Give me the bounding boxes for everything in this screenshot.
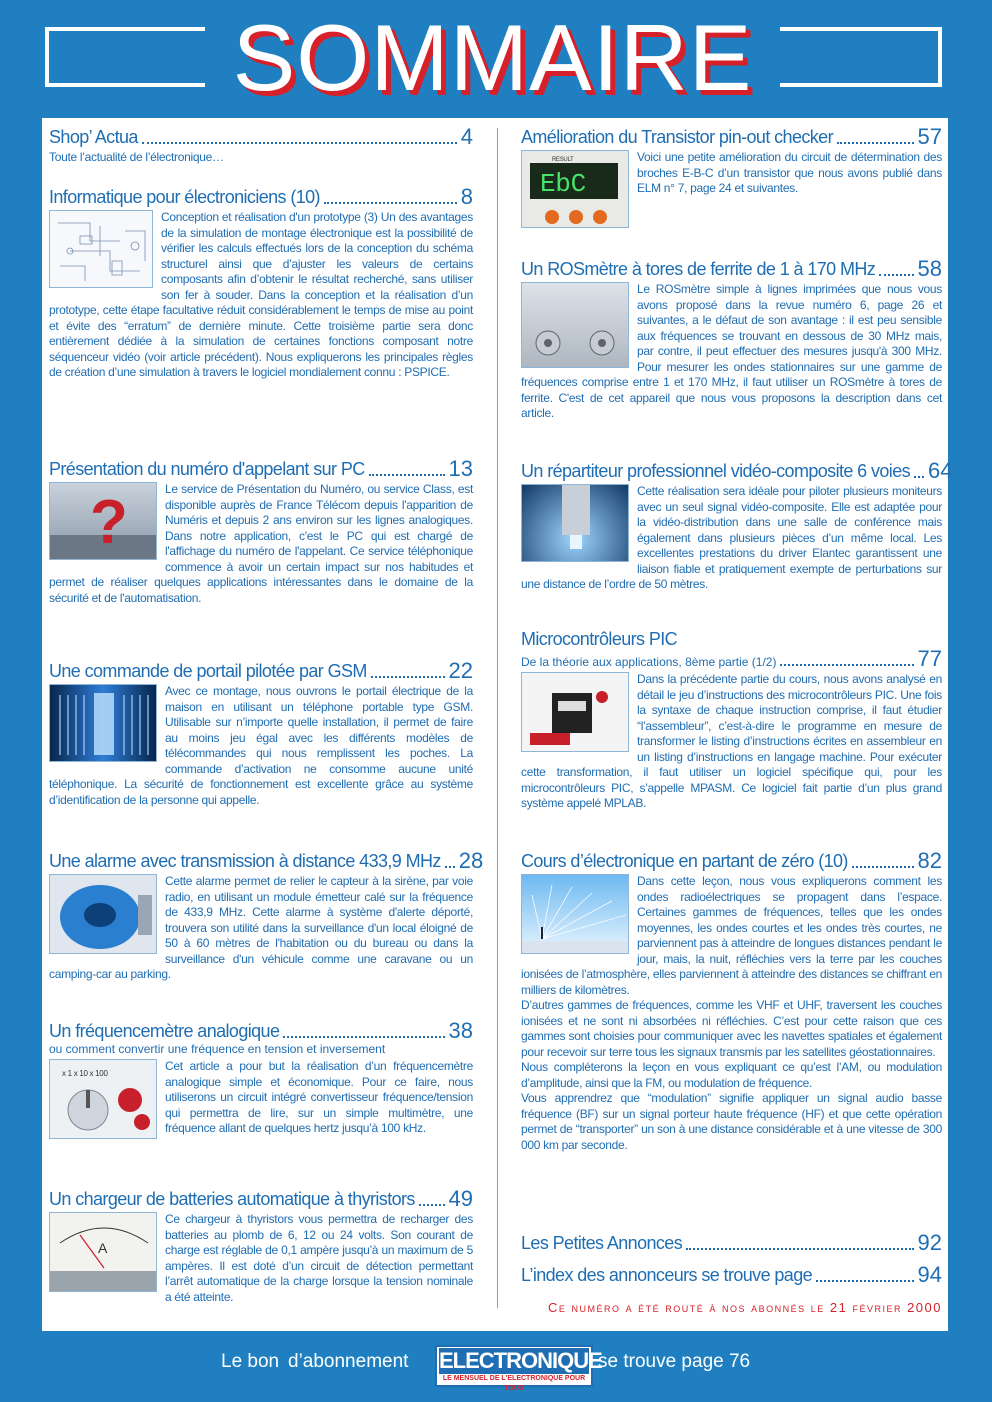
article-repartiteur[interactable]: [521, 458, 953, 593]
article-title[interactable]: Un fréquencemètre analogique: [49, 1021, 280, 1041]
article-page[interactable]: 4: [460, 124, 473, 149]
svg-text:EbC: EbC: [540, 169, 586, 199]
article-summary-3: Nous compléterons la leçon en vous expliquant ce qu’est l’AM, ou modulation d’amplitude, ainsi que la FM, ou modulation de fréquence.: [521, 1060, 942, 1090]
article-subtitle: ou comment convertir une fréquence en tension et inversement: [49, 1042, 386, 1056]
article-page[interactable]: 49: [448, 1186, 473, 1211]
article-petites-annonces[interactable]: [521, 1230, 942, 1254]
article-portail-gsm[interactable]: [49, 658, 473, 808]
rca-plug-icon: [522, 485, 629, 562]
article-title[interactable]: Microcontrôleurs PIC: [521, 629, 678, 649]
leader-dots: [852, 866, 914, 868]
antenna-icon: [522, 875, 629, 954]
display-icon: [522, 151, 629, 228]
header-bracket-right: [780, 27, 942, 87]
article-title[interactable]: Une commande de portail pilotée par GSM: [49, 661, 367, 681]
contents-panel: [42, 118, 953, 1331]
article-shop-actua[interactable]: [49, 124, 473, 166]
video-connector-thumbnail: [521, 484, 629, 562]
article-informatique[interactable]: [49, 184, 473, 381]
leader-dots: [837, 142, 914, 144]
article-title[interactable]: Amélioration du Transistor pin-out checker: [521, 127, 833, 147]
article-title[interactable]: Une alarme avec transmission à distance 433,9 MHz: [49, 851, 441, 871]
connector-icon: [522, 283, 629, 368]
svg-text:x 1 x 10 x 100: x 1 x 10 x 100: [62, 1069, 108, 1078]
logo-tagline: LE MENSUEL DE L'ELECTRONIQUE POUR TOUS: [442, 1375, 586, 1392]
article-alarme[interactable]: [49, 848, 484, 983]
leader-dots: [142, 142, 457, 144]
article-title[interactable]: Un répartiteur professionnel vidéo-composite 6 voies: [521, 461, 911, 481]
article-title[interactable]: Un chargeur de batteries automatique à thyristors: [49, 1189, 415, 1209]
article-summary: Le ROSmètre simple à lignes imprimées que nous vous avons proposé dans la revue numéro 6, page 26 et suivantes, a le défaut de son avantage : il est peu sensible aux fréquences se trouvant en dessous de 30 MHz mais, par contre, il peut effectuer des mesures jusqu'à 300 MHz. Pour mesurer les ondes stationnaires sur une gamme de fréquences comprise entre 1 et 170 MHz, il faut utiliser un ROSmètre à tores de ferrite. C'est de cet appareil que nous vous proposons la description dans cet article.: [521, 282, 942, 420]
leader-dots: [324, 202, 457, 204]
leader-dots: [780, 664, 913, 666]
leader-dots: [914, 476, 924, 478]
footer-text-bon: Le bon: [221, 1351, 280, 1372]
article-page[interactable]: 92: [917, 1230, 942, 1255]
article-title[interactable]: Cours d’électronique en partant de zéro (10): [521, 851, 848, 871]
magazine-logo[interactable]: [435, 1345, 602, 1392]
article-page[interactable]: 22: [448, 658, 473, 683]
article-cours[interactable]: [521, 848, 942, 1153]
article-page[interactable]: 13: [448, 456, 473, 481]
article-page[interactable]: 28: [458, 848, 484, 873]
checker-thumbnail: [521, 150, 629, 228]
rosmetre-thumbnail: [521, 282, 629, 368]
footer-text-abonnement: d’abonnement: [288, 1351, 409, 1372]
svg-text:?: ?: [90, 488, 128, 557]
article-frequencemetre[interactable]: [49, 1018, 473, 1141]
siren-icon: [50, 875, 157, 954]
ammeter-icon: [50, 1213, 157, 1292]
schematic-thumbnail: [49, 210, 153, 288]
leader-dots: [369, 474, 445, 476]
leader-dots: [283, 1036, 444, 1038]
siren-thumbnail: [49, 874, 157, 954]
article-page[interactable]: 82: [917, 848, 942, 873]
header-bracket-left: [45, 27, 205, 87]
gate-icon: [50, 685, 157, 762]
leader-dots: [419, 1204, 445, 1206]
footer-text-page: se trouve page 76: [598, 1351, 751, 1372]
article-page[interactable]: 64: [928, 458, 953, 483]
article-summary: Ce chargeur à thyristors vous permettra de recharger des batteries au plomb de 6, 12 ou 24 volts. Son courant de charge est réglable de 0,1 ampère jusqu’à un maximum de 5 ampères. Il est doté d’un circuit de détection permettant l’arrêt automatique de la charge lorsque la tension nominale a été atteinte.: [165, 1212, 473, 1304]
article-page[interactable]: 94: [917, 1262, 942, 1287]
article-subtitle: De la théorie aux applications, 8ème partie (1/2): [521, 655, 777, 669]
article-summary: Voici une petite amélioration du circuit de détermination des broches E-B-C d’un transistor que nous avons publié dans ELM n° 7, page 24 et suivantes.: [637, 150, 942, 195]
pic-board-thumbnail: [521, 672, 629, 752]
knob-thumbnail: [49, 1059, 157, 1139]
article-transistor-checker[interactable]: [521, 124, 942, 230]
article-page[interactable]: 8: [460, 184, 473, 209]
article-page[interactable]: 58: [917, 256, 942, 281]
article-summary: Conception et réalisation d'un prototype (3) Un des avantages de la simulation de montage électronique est la possibilité de vérifier les calculs effectués lors de la conception du schéma structurel ainsi que d’ajuster les valeurs de certains composants afin d’obtenir le résultat recherché, sans utiliser son fer à souder. Dans la conception et la réalisation d’un prototype, cette étape facultative réduit considérablement le temps de mise au point et évite des “erratum” de dernière minute. Cette troisième partie sera donc entièrement dédiée à la simulation de certaines fonctions composant notre séquenceur vidéo (voir article précédent). Nous expliquerons les principales règles de création d’une simulation à travers le logiciel mondialement connu : PSPICE.: [49, 210, 473, 379]
article-rosmetre[interactable]: [521, 256, 942, 422]
article-title[interactable]: Présentation du numéro d'appelant sur PC: [49, 459, 365, 479]
article-title[interactable]: Un ROSmètre à tores de ferrite de 1 à 170 MHz: [521, 259, 876, 279]
article-summary: Cette alarme permet de relier le capteur à la sirène, par voie radio, en utilisant un module émetteur calé sur la fréquence de 433,9 MHz. Cette alarme à système d'alerte déporté, trouvera son utilité dans la surveillance d'un local éloigné de 50 à 60 mètres de l'habitation ou du bureau ou dans la surveillance d'un véhicule comme une caravane ou un camping-car au parking.: [49, 874, 473, 981]
article-page[interactable]: 57: [917, 124, 942, 149]
article-pic[interactable]: [521, 626, 942, 812]
article-numero-appelant[interactable]: [49, 456, 473, 606]
article-chargeur[interactable]: [49, 1186, 473, 1305]
leader-dots: [879, 274, 913, 276]
article-title[interactable]: L’index des annonceurs se trouve page: [521, 1265, 813, 1285]
article-summary-2: D’autres gammes de fréquences, comme les VHF et UHF, traversent les couches ionisées et ne sont ni absorbées ni réfléchies. C’est pour cette raison que ces gammes sont choisies pour communiquer avec les navettes spatiales et également pour recevoir sur terre tous les signaux transmis par les satellites géostationnaires.: [521, 998, 942, 1059]
header: [0, 0, 992, 118]
article-title[interactable]: Informatique pour électroniciens (10): [49, 187, 320, 207]
knob-icon: [50, 1060, 157, 1139]
routed-notice: Ce numéro a été routé à nos abonnés le 21 février 2000: [547, 1300, 942, 1315]
svg-text:RESULT: RESULT: [552, 157, 574, 163]
article-summary: Toute l’actualité de l’électronique…: [49, 150, 224, 164]
leader-dots: [371, 676, 445, 678]
article-index-annonceurs[interactable]: [521, 1262, 942, 1286]
article-page[interactable]: 77: [917, 646, 942, 671]
question-mark-icon: [50, 483, 157, 560]
question-mark-thumbnail: [49, 482, 157, 560]
article-summary: Cette réalisation sera idéale pour piloter plusieurs moniteurs avec un seul signal vidéo-composite. Elle est adaptée pour la vidéo-distribution dans une salle de conférence mais également dans plusieurs pièces d’un même local. Les excellentes prestations du driver Elantec garantissent une liaison fiable et pratiquement exempte de perturbations sur une distance de l’ordre de 50 mètres.: [521, 484, 942, 591]
column-divider: [497, 128, 498, 1308]
page-title: SOMMAIRE: [232, 5, 753, 110]
radio-waves-thumbnail: [521, 874, 629, 954]
circuit-board-icon: [522, 673, 629, 752]
leader-dots: [445, 866, 455, 868]
footer: [0, 1345, 992, 1392]
article-title[interactable]: Shop’ Actua: [49, 127, 138, 147]
article-summary: Cet article a pour but la réalisation d’un fréquencemètre analogique simple et économique. Pour ce faire, nous utiliserons un circuit intégré convertisseur fréquence/tension qui permettra de lire, sur un simple multimètre, une fréquence allant de quelques hertz jusqu’à 100 kHz.: [165, 1059, 473, 1135]
article-summary: Dans cette leçon, nous vous expliquerons comment les ondes radioélectriques se propagent dans l’espace. Certaines gammes de fréquences, telles que les ondes moyennes, les ondes courtes et les ondes très courtes, ne parviennent pas à atteindre de longues distances pendant le jour, mais, la nuit, réfléchies vers la terre par les couches ionisées de l’atmosphère, elles parviennent à atteindre des distances se chiffrant en milliers de kilomètres.: [521, 874, 942, 997]
ammeter-thumbnail: [49, 1212, 157, 1292]
article-summary: Le service de Présentation du Numéro, ou service Class, est disponible auprès de France Télécom depuis l'apparition de Numéris et depuis 2 ans environ sur les lignes analogiques. Dans notre application, c'est le PC qui est chargé de l'affichage du numéro de l'appelant. Ce service téléphonique commence à avoir un certain impact sur nos habitudes et permet de réaliser quelques applications intéressantes dans le domaine de la sécurité et de l'automatisation.: [49, 482, 473, 605]
article-page[interactable]: 38: [448, 1018, 473, 1043]
article-title[interactable]: Les Petites Annonces: [521, 1233, 683, 1253]
article-summary-4: Vous apprendrez que “modulation” signifie appliquer un signal audio basse fréquence (BF) sur un signal porteur haute fréquence (HF) et que cette opération permet de “transporter” un son à une distance considérable et à une vitesse de 300 000 km par seconde.: [521, 1091, 942, 1152]
logo-title: ELECTRONIQUE: [439, 1348, 602, 1373]
schematic-icon: [50, 211, 153, 288]
article-summary: Avec ce montage, nous ouvrons le portail électrique de la maison en utilisant un téléphone portable type GSM. Utilisable sur n’importe quelle installation, il permet de faire au moins jeu égal avec les différents modèles de télécommandes qui nous remplissent les poches. La commande d’activation ne consomme aucune unité téléphonique. La sécurité de fonctionnement est excellente grâce au système d’identification de la personne qui appelle.: [49, 684, 473, 807]
svg-text:A: A: [98, 1240, 108, 1256]
gate-thumbnail: [49, 684, 157, 762]
article-summary: Dans la précédente partie du cours, nous avons analysé en détail le jeu d’instructions des microcontrôleurs PIC. Une fois la syntaxe de chaque instruction comprise, il faut étudier “l’assembleur”, c’est-à-dire le programme en mesure de transformer le listing d’instructions écrites en assembleur en un listing d’instructions en langage machine. Pour exécuter cette transformation, il faut utiliser un logiciel spécifique qui, pour les microcontrôleurs PIC, s’appelle MPASM. Ce logiciel fait partie d’un plus grand système appelé MPLAB.: [521, 672, 942, 810]
leader-dots: [686, 1248, 913, 1250]
leader-dots: [816, 1280, 913, 1282]
